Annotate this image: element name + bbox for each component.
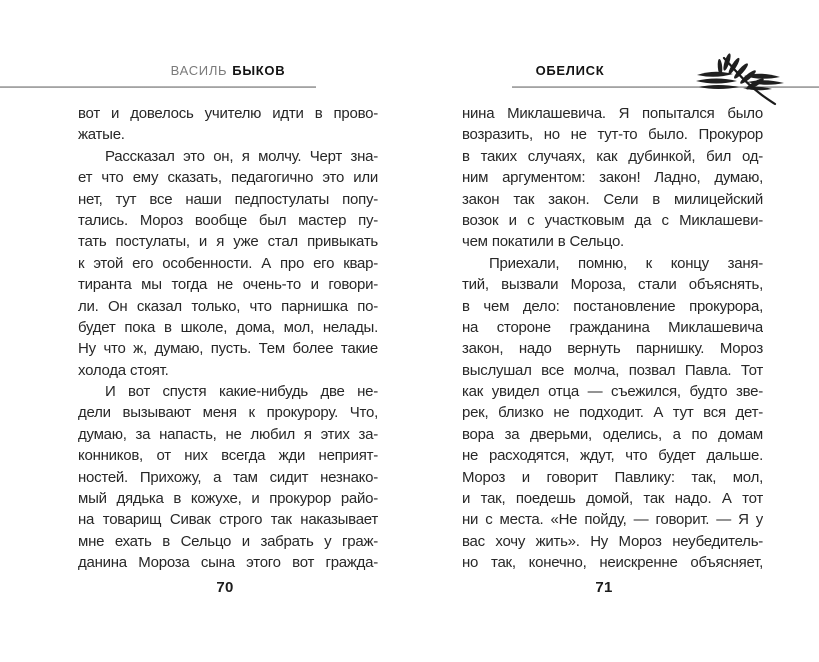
text-line: ли. Он сказал только, что парнишка по- bbox=[78, 297, 378, 315]
text-line: данина Мороза сына этого вот гражда- bbox=[78, 554, 378, 572]
text-line: закон так закон. Сели в милицейский bbox=[462, 190, 763, 208]
text-line: к этой его особенности. А про его квар- bbox=[78, 254, 378, 272]
text-line: жатые. bbox=[78, 126, 125, 144]
laurel-branch-icon bbox=[694, 53, 792, 107]
text-line: ет что ему сказать, педагогично это или bbox=[78, 169, 378, 187]
text-line: но так, конечно, неискренне объясняет, bbox=[462, 554, 763, 572]
text-line: холода стоят. bbox=[78, 361, 169, 379]
header-rule-left bbox=[0, 86, 316, 88]
text-line: Ну что ж, думаю, пусть. Тем более такие bbox=[78, 340, 378, 358]
page-number-left: 70 bbox=[216, 579, 234, 596]
text-line: И вот спустя какие-нибудь две не- bbox=[105, 383, 378, 401]
text-line: не расходятся, ждут, что будет дальше. bbox=[462, 447, 763, 465]
text-line: ностей. Прихожу, а там сидит незнако- bbox=[78, 468, 378, 486]
right-page-text-column bbox=[462, 103, 763, 574]
text-line: чем покатили в Сельцо. bbox=[462, 233, 624, 251]
left-page-text-column bbox=[78, 103, 378, 574]
text-line: рек, близко не подходит. А тут вся дет- bbox=[462, 404, 763, 422]
text-line: Приехали, помню, к концу заня- bbox=[489, 254, 763, 272]
text-line: думаю, за напасть, не любил я этих за- bbox=[78, 425, 378, 443]
text-line: конников, от них всегда жди неприят- bbox=[78, 447, 378, 465]
text-line: и так, поедешь домой, так надо. А тот bbox=[462, 490, 763, 508]
text-line: ни с места. «Не пойду, — говорит. — Я у bbox=[462, 511, 763, 529]
text-line: в чем дело: постановление прокурора, bbox=[462, 297, 763, 315]
author-first-name: ВАСИЛЬ bbox=[170, 63, 228, 78]
text-line: Рассказал это он, я молчу. Черт зна- bbox=[105, 147, 378, 165]
text-line: Мороз и говорит Павлику: так, мол, bbox=[462, 468, 763, 486]
text-line: тиранта мы тогда не очень-то и говори- bbox=[78, 276, 378, 294]
text-line: в таких случаях, как дубинкой, бил од- bbox=[462, 147, 763, 165]
text-line: нина Миклашевича. Я попытался было bbox=[462, 105, 763, 122]
text-line: на стороне гражданина Миклашевича bbox=[462, 318, 763, 336]
text-line: вас хочу жить». Ну Мороз неубедитель- bbox=[462, 532, 763, 550]
text-line: ним аргументом: закон! Ладно, думаю, bbox=[462, 169, 763, 187]
author-last-name: БЫКОВ bbox=[232, 63, 286, 78]
text-line: возок и с участковым да с Миклашеви- bbox=[462, 211, 763, 229]
text-line: тий, вызвали Мороза, стали объяснять, bbox=[462, 276, 763, 294]
text-line: как увидел отца — съежился, будто зве- bbox=[462, 383, 763, 401]
text-line: возразить, но не тут-то было. Прокурор bbox=[462, 126, 763, 144]
text-line: на товарищ Сивак строго так наказывает bbox=[78, 511, 378, 529]
text-line: дели вызывают меня к прокурору. Что, bbox=[78, 404, 378, 422]
text-line: мне ехать в Сельцо и забрать у граж- bbox=[78, 532, 378, 550]
page-number-right: 71 bbox=[595, 579, 613, 596]
text-line: тались. Мороз вообще был мастер пу- bbox=[78, 211, 378, 229]
text-line: нет, тут все наши педпостулаты попу- bbox=[78, 190, 378, 208]
text-line: вора за дверьми, оделись, а по домам bbox=[462, 425, 763, 443]
text-line: вот и довелось учителю идти в прово- bbox=[78, 105, 378, 122]
running-header-author bbox=[168, 63, 288, 78]
text-line: мый дядька в кожухе, и прокурор райо- bbox=[78, 490, 378, 508]
running-header-title: ОБЕЛИСК bbox=[535, 63, 605, 78]
text-line: будет пока в школе, дома, мол, нелады. bbox=[78, 318, 378, 336]
text-line: тать постулаты, и я уже стал привыкать bbox=[78, 233, 378, 251]
text-line: закон, надо вернуть парнишку. Мороз bbox=[462, 340, 763, 358]
text-line: выслушал все молча, позвал Павла. Тот bbox=[462, 361, 763, 379]
